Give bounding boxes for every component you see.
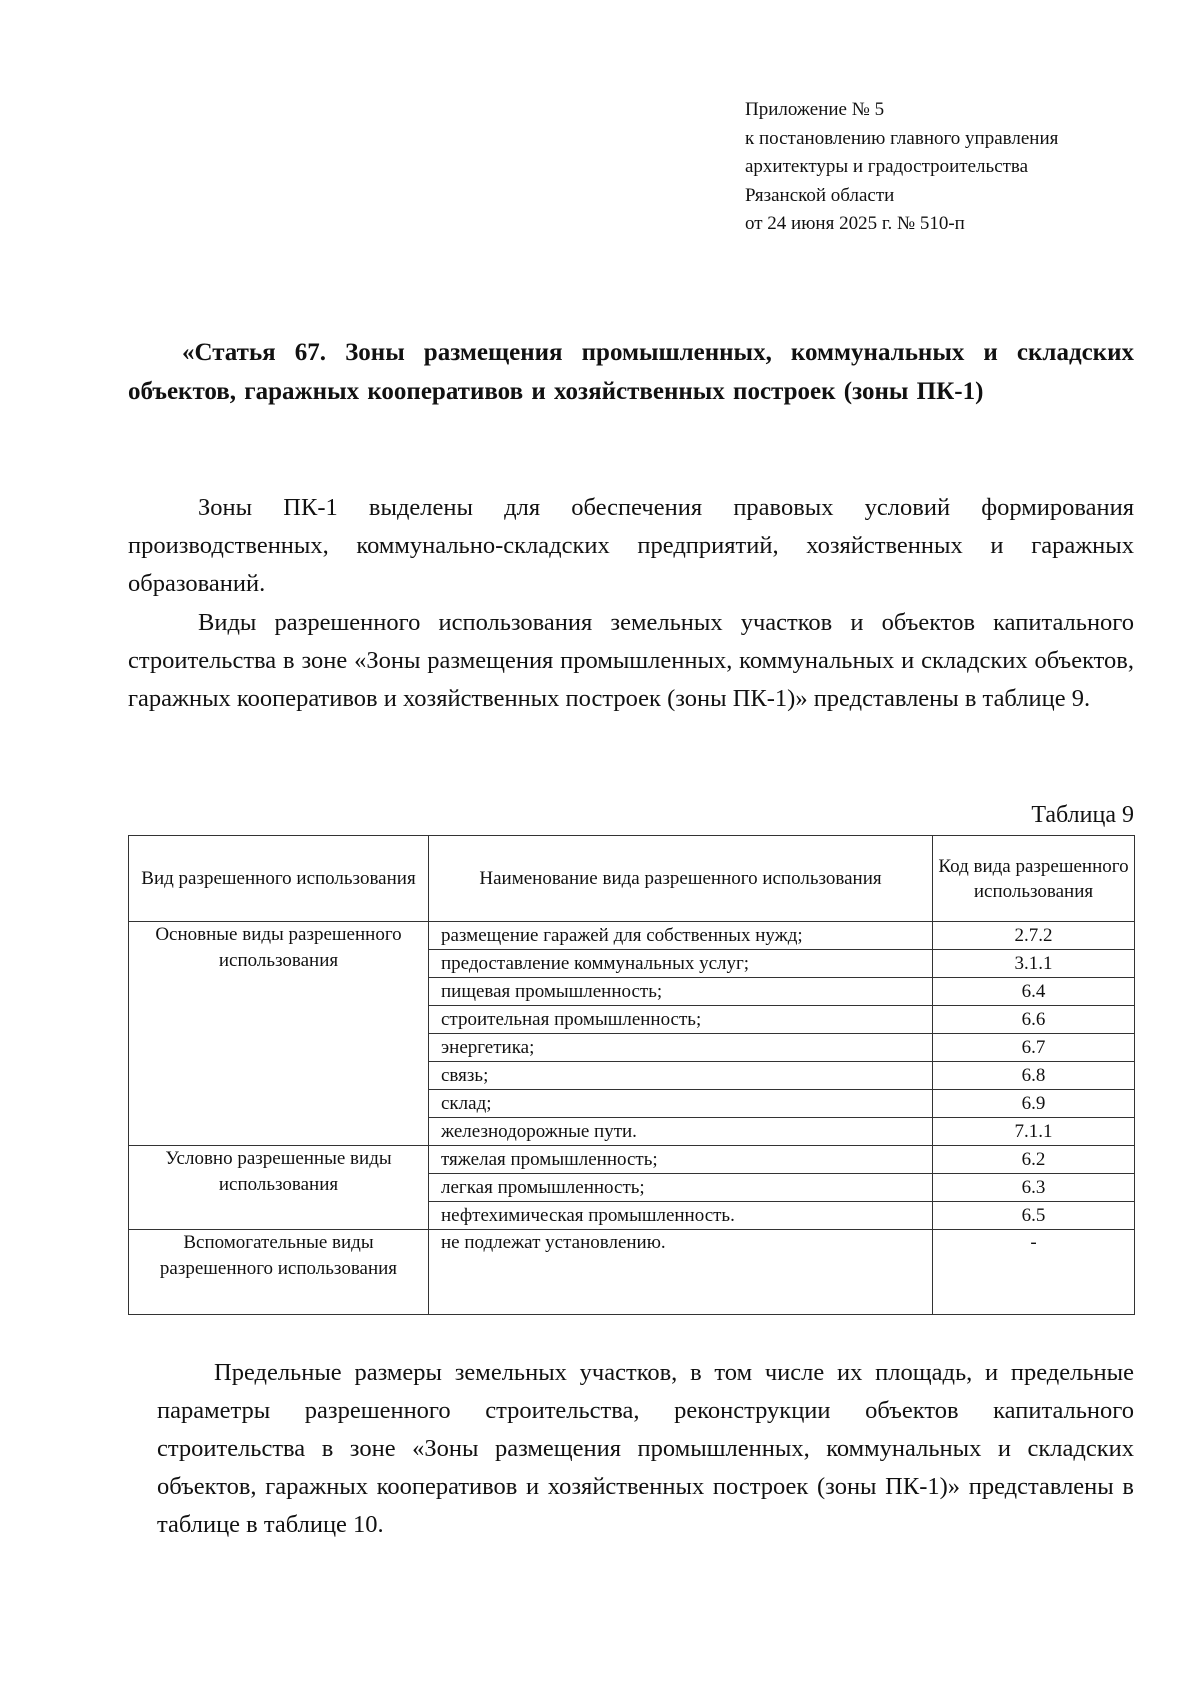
table-row [129,1146,1135,1174]
use-name: строительная промышленность; [429,1006,933,1034]
use-code: 6.9 [933,1090,1135,1118]
paragraph-limit-sizes: Предельные размеры земельных участков, в том числе их площадь, и предельные параметры разрешенного строительства, реконструкции объектов капитального строительства в зоне «Зоны размещения промышленных, коммунальных и складских объектов, гаражных кооперативов и хозяйственных построек (зоны ПК-1)» представлены в таблице в таблице 10. [157,1359,1134,1538]
use-code: 3.1.1 [933,950,1135,978]
article-heading: «Статья 67. Зоны размещения промышленных, коммунальных и складских объектов, гаражных кооперативов и хозяйственных построек (зоны ПК-1) [128,339,1134,405]
group-auxiliary: Вспомогательные виды разрешенного использования [129,1230,429,1315]
annex-line: архитектуры и градостроительства [745,156,1029,177]
use-code: 6.2 [933,1146,1135,1174]
permitted-use-table [128,835,1135,1315]
table-row [129,1230,1135,1315]
use-code: 6.6 [933,1006,1135,1034]
use-name: железнодорожные пути. [429,1118,933,1146]
table-caption: Таблица 9 [1031,802,1134,828]
use-code: 6.5 [933,1202,1135,1230]
use-name: предоставление коммунальных услуг; [429,950,933,978]
annex-line: к постановлению главного управления [745,127,1059,149]
use-code: - [933,1230,1135,1315]
use-name: пищевая промышленность; [429,978,933,1006]
annex-line: Рязанской области [745,184,895,206]
use-name: нефтехимическая промышленность. [429,1202,933,1230]
use-code: 6.3 [933,1174,1135,1202]
group-conditional: Условно разрешенные виды использования [129,1146,429,1230]
use-name: энергетика; [429,1034,933,1062]
use-code: 6.4 [933,978,1135,1006]
table-row [129,922,1135,950]
use-name: не подлежат установлению. [429,1230,933,1315]
annex-line: от 24 июня 2025 г. № 510-п [745,213,965,234]
use-code: 6.8 [933,1062,1135,1090]
header-use-type: Вид разрешенного использования [129,836,429,922]
annex-block [745,96,1165,239]
use-name: склад; [429,1090,933,1118]
table-header-row [129,836,1135,922]
use-name: связь; [429,1062,933,1090]
use-code: 6.7 [933,1034,1135,1062]
use-code: 2.7.2 [933,922,1135,950]
header-use-code: Код вида разрешенного использования [933,836,1135,922]
use-code: 7.1.1 [933,1118,1135,1146]
group-main: Основные виды разрешенного использования [129,922,429,1146]
use-name: размещение гаражей для собственных нужд; [429,922,933,950]
annex-line: Приложение № 5 [745,99,885,120]
header-use-name: Наименование вида разрешенного использования [429,836,933,922]
paragraph-zone-purpose: Зоны ПК-1 выделены для обеспечения правовых условий формирования производственных, коммунально-складских предприятий, хозяйственных и гаражных образований. [128,494,1134,597]
paragraph-permitted-uses: Виды разрешенного использования земельных участков и объектов капитального строительства в зоне «Зоны размещения промышленных, коммунальных и складских объектов, гаражных кооперативов и хозяйственных построек (зоны ПК-1)» представлены в таблице 9. [128,609,1134,712]
use-name: легкая промышленность; [429,1174,933,1202]
use-name: тяжелая промышленность; [429,1146,933,1174]
